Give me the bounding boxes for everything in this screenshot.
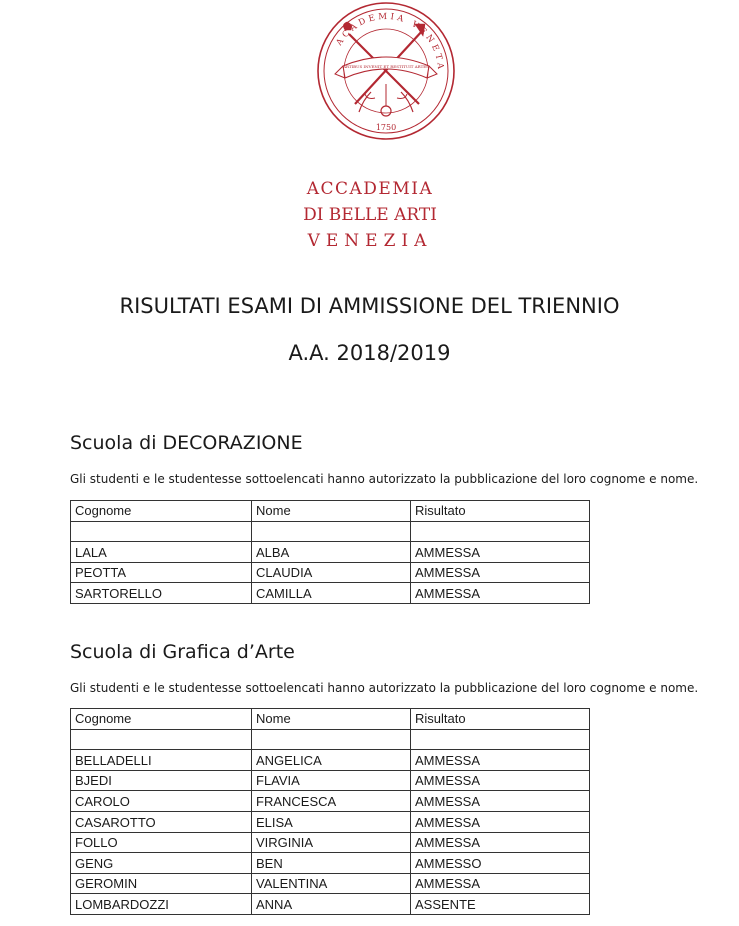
header-nome: Nome xyxy=(252,501,411,522)
table-row: BELLADELLI ANGELICA AMMESSA xyxy=(71,750,590,771)
table-spacer-row xyxy=(71,729,590,750)
brand-line-venezia: VENEZIA xyxy=(307,231,433,251)
table-row: GEROMIN VALENTINA AMMESSA xyxy=(71,873,590,894)
svg-text:ARTIBUS INVENIT ET RESTITUIT A: ARTIBUS INVENIT ET RESTITUIT ARTES xyxy=(343,64,429,69)
section-note: Gli studenti e le studentesse sottoelencati hanno autorizzato la pubblicazione del loro cognome e nome. xyxy=(70,681,699,695)
table-row: GENG BEN AMMESSO xyxy=(71,853,590,874)
svg-text:1750: 1750 xyxy=(375,123,397,132)
svg-text:ACADEMIA VENETA: ACADEMIA VENETA xyxy=(334,11,446,73)
table-row: PEOTTA CLAUDIA AMMESSA xyxy=(71,562,590,583)
table-row: CAROLO FRANCESCA AMMESSA xyxy=(71,791,590,812)
brand-line-belle-arti: DI BELLE ARTI xyxy=(303,205,437,225)
section-title-grafica: Scuola di Grafica d’Arte xyxy=(70,641,295,663)
section-title-decorazione: Scuola di DECORAZIONE xyxy=(70,432,303,454)
table-row: SARTORELLO CAMILLA AMMESSA xyxy=(71,583,590,604)
table-row: CASAROTTO ELISA AMMESSA xyxy=(71,811,590,832)
header-nome: Nome xyxy=(252,709,411,730)
header-cognome: Cognome xyxy=(71,709,252,730)
academy-seal-logo xyxy=(315,0,457,142)
header-risultato: Risultato xyxy=(411,709,590,730)
brand-line-accademia: ACCADEMIA xyxy=(306,179,434,199)
academic-year: A.A. 2018/2019 xyxy=(288,341,451,365)
header-risultato: Risultato xyxy=(411,501,590,522)
results-table-grafica xyxy=(70,708,590,915)
table-header-row xyxy=(71,709,590,730)
section-note: Gli studenti e le studentesse sottoelencati hanno autorizzato la pubblicazione del loro cognome e nome. xyxy=(70,472,699,486)
table-row: FOLLO VIRGINIA AMMESSA xyxy=(71,832,590,853)
table-header-row xyxy=(71,501,590,522)
table-row: BJEDI FLAVIA AMMESSA xyxy=(71,770,590,791)
header-cognome: Cognome xyxy=(71,501,252,522)
results-table-decorazione xyxy=(70,500,590,604)
page-title: RISULTATI ESAMI DI AMMISSIONE DEL TRIENNIO xyxy=(119,294,620,318)
table-row: LOMBARDOZZI ANNA ASSENTE xyxy=(71,894,590,915)
table-spacer-row xyxy=(71,521,590,542)
table-row: LALA ALBA AMMESSA xyxy=(71,542,590,563)
